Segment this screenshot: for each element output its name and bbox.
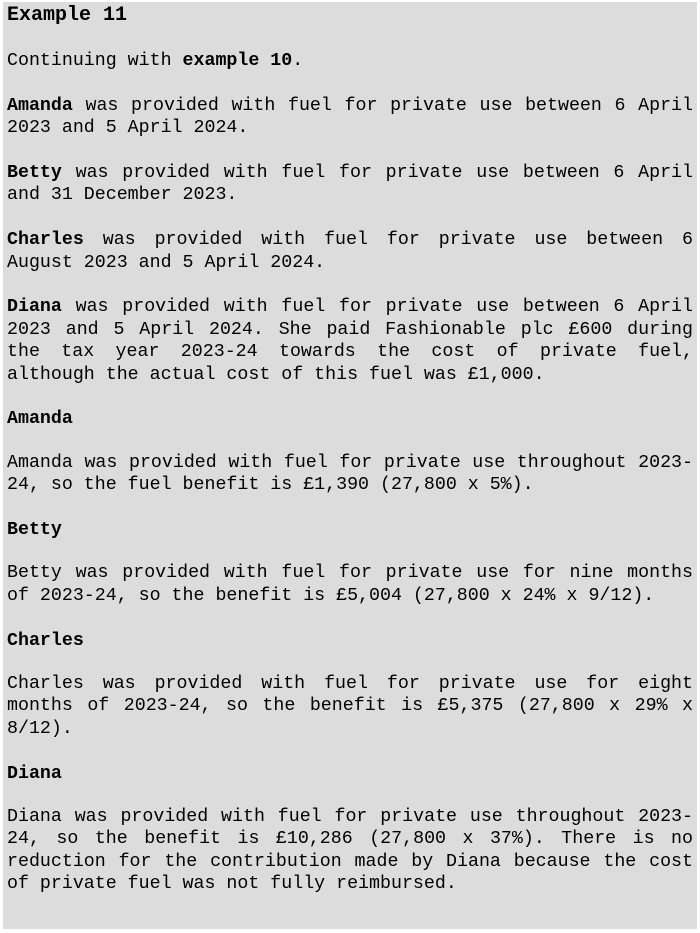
scenario-betty (7, 162, 693, 207)
document-page (3, 2, 697, 929)
result-heading-betty (7, 519, 693, 541)
intro-paragraph (7, 50, 693, 72)
result-text-charles: Charles was provided with fuel for private use for eight months of 2023-24, so the benefit is £5,375 (27,800 x 29% x 8/12). (7, 674, 693, 739)
result-heading-text: Charles (7, 630, 84, 651)
scenario-amanda (7, 95, 693, 140)
scenario-charles (7, 229, 693, 274)
intro-reference: example 10 (182, 51, 293, 71)
result-heading-text: Betty (7, 520, 62, 541)
result-heading-amanda (7, 408, 693, 430)
scenario-text: was provided with fuel for private use between 6 April 2023 and 5 April 2024. (7, 95, 693, 139)
scenario-diana (7, 296, 693, 386)
scenario-name: Charles (7, 230, 84, 251)
scenario-name: Diana (7, 297, 62, 318)
scenario-text: was provided with fuel for private use between 6 April and 31 December 2023. (7, 163, 693, 206)
intro-prefix: Continuing with (7, 51, 183, 71)
scenario-text: was provided with fuel for private use between 6 April 2023 and 5 April 2024. She paid Fashionable plc £600 during the tax year 2023-24 towards the cost of private fuel, although the actual cost of this fuel was £1,000. (7, 297, 693, 385)
example-title: Example 11 (7, 4, 128, 27)
result-heading-diana (7, 763, 693, 785)
result-text-amanda: Amanda was provided with fuel for private use throughout 2023-24, so the fuel benefit is £1,390 (27,800 x 5%). (7, 452, 693, 496)
scenario-text: was provided with fuel for private use between 6 August 2023 and 5 April 2024. (7, 230, 693, 273)
result-heading-charles (7, 630, 693, 652)
result-text-diana: Diana was provided with fuel for private use throughout 2023-24, so the benefit is £10,286 (27,800 x 37%). There is no reduction for the contribution made by Diana because the cost of private fuel was not fully reimbursed. (7, 807, 693, 895)
result-heading-text: Amanda (7, 409, 73, 430)
scenario-name: Betty (7, 163, 62, 183)
result-heading-text: Diana (7, 763, 62, 784)
scenario-name: Amanda (7, 95, 73, 116)
intro-suffix: . (292, 51, 304, 71)
result-text-betty: Betty was provided with fuel for private use for nine months of 2023-24, so the benefit is £5,004 (27,800 x 24% x 9/12). (7, 563, 693, 606)
